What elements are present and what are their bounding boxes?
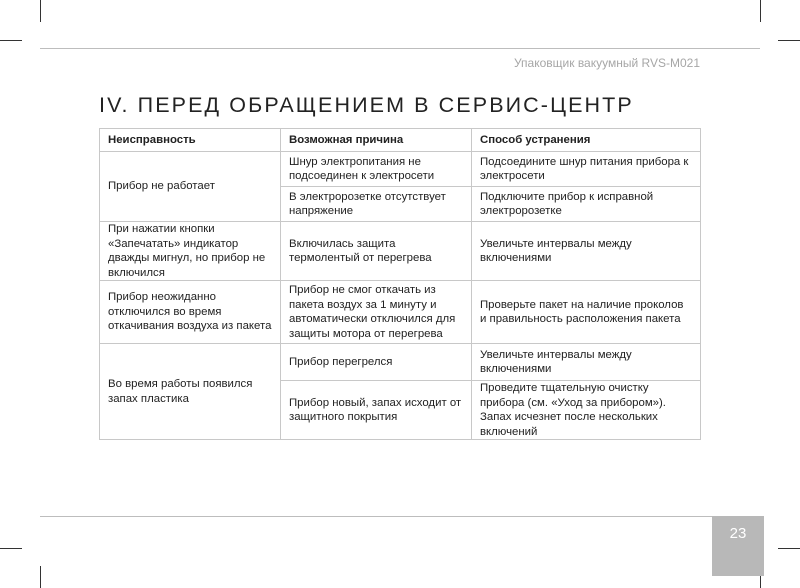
table-row — [100, 152, 701, 187]
fault-cell: Во время работы появился запах пластика — [100, 344, 281, 440]
running-header: Упаковщик вакуумный RVS-M021 — [513, 56, 700, 70]
remedy-cell: Увеличьте интервалы между включениями — [472, 344, 701, 381]
column-header-remedy: Способ устранения — [472, 129, 701, 152]
table-header-row — [100, 129, 701, 152]
fault-cell: При нажатии кнопки «Запечатать» индикатор дважды мигнул, но прибор не включился — [100, 222, 281, 281]
remedy-cell: Проведите тщательную очистку прибора (см. «Уход за прибором»). Запах исчезнет после нескольких включений — [472, 381, 701, 440]
section-title: IV. ПЕРЕД ОБРАЩЕНИЕМ В СЕРВИС-ЦЕНТР — [99, 93, 634, 117]
cause-cell: Прибор не смог откачать из пакета воздух за 1 минуту и автоматически отключился для защиты мотора от перегрева — [281, 281, 472, 344]
table-row — [100, 344, 701, 381]
header-divider — [40, 48, 760, 49]
column-header-fault: Неисправность — [100, 129, 281, 152]
crop-mark-top-right-v — [760, 0, 761, 22]
fault-cell: Прибор не работает — [100, 152, 281, 222]
remedy-cell: Подключите прибор к исправной электророзетке — [472, 187, 701, 222]
crop-mark-top-left-v — [40, 0, 41, 22]
crop-mark-bottom-left-v — [40, 566, 41, 588]
crop-mark-top-left-h — [0, 40, 22, 41]
page-number: 23 — [729, 525, 747, 542]
table-row — [100, 281, 701, 344]
crop-mark-bottom-left-h — [0, 548, 22, 549]
remedy-cell: Подсоедините шнур питания прибора к электросети — [472, 152, 701, 187]
footer-divider — [40, 516, 712, 517]
cause-cell: В электророзетке отсутствует напряжение — [281, 187, 472, 222]
page-number-box — [712, 516, 764, 576]
column-header-cause: Возможная причина — [281, 129, 472, 152]
cause-cell: Прибор новый, запах исходит от защитного покрытия — [281, 381, 472, 440]
crop-mark-bottom-right-h — [778, 548, 800, 549]
cause-cell: Шнур электропитания не подсоединен к электросети — [281, 152, 472, 187]
cause-cell: Прибор перегрелся — [281, 344, 472, 381]
cause-cell: Включилась защита термолентый от перегрева — [281, 222, 472, 281]
fault-cell: Прибор неожиданно отключился во время откачивания воздуха из пакета — [100, 281, 281, 344]
crop-mark-top-right-h — [778, 40, 800, 41]
remedy-cell: Проверьте пакет на наличие проколов и правильность расположения пакета — [472, 281, 701, 344]
troubleshooting-table — [99, 128, 701, 440]
table-row — [100, 222, 701, 281]
remedy-cell: Увеличьте интервалы между включениями — [472, 222, 701, 281]
